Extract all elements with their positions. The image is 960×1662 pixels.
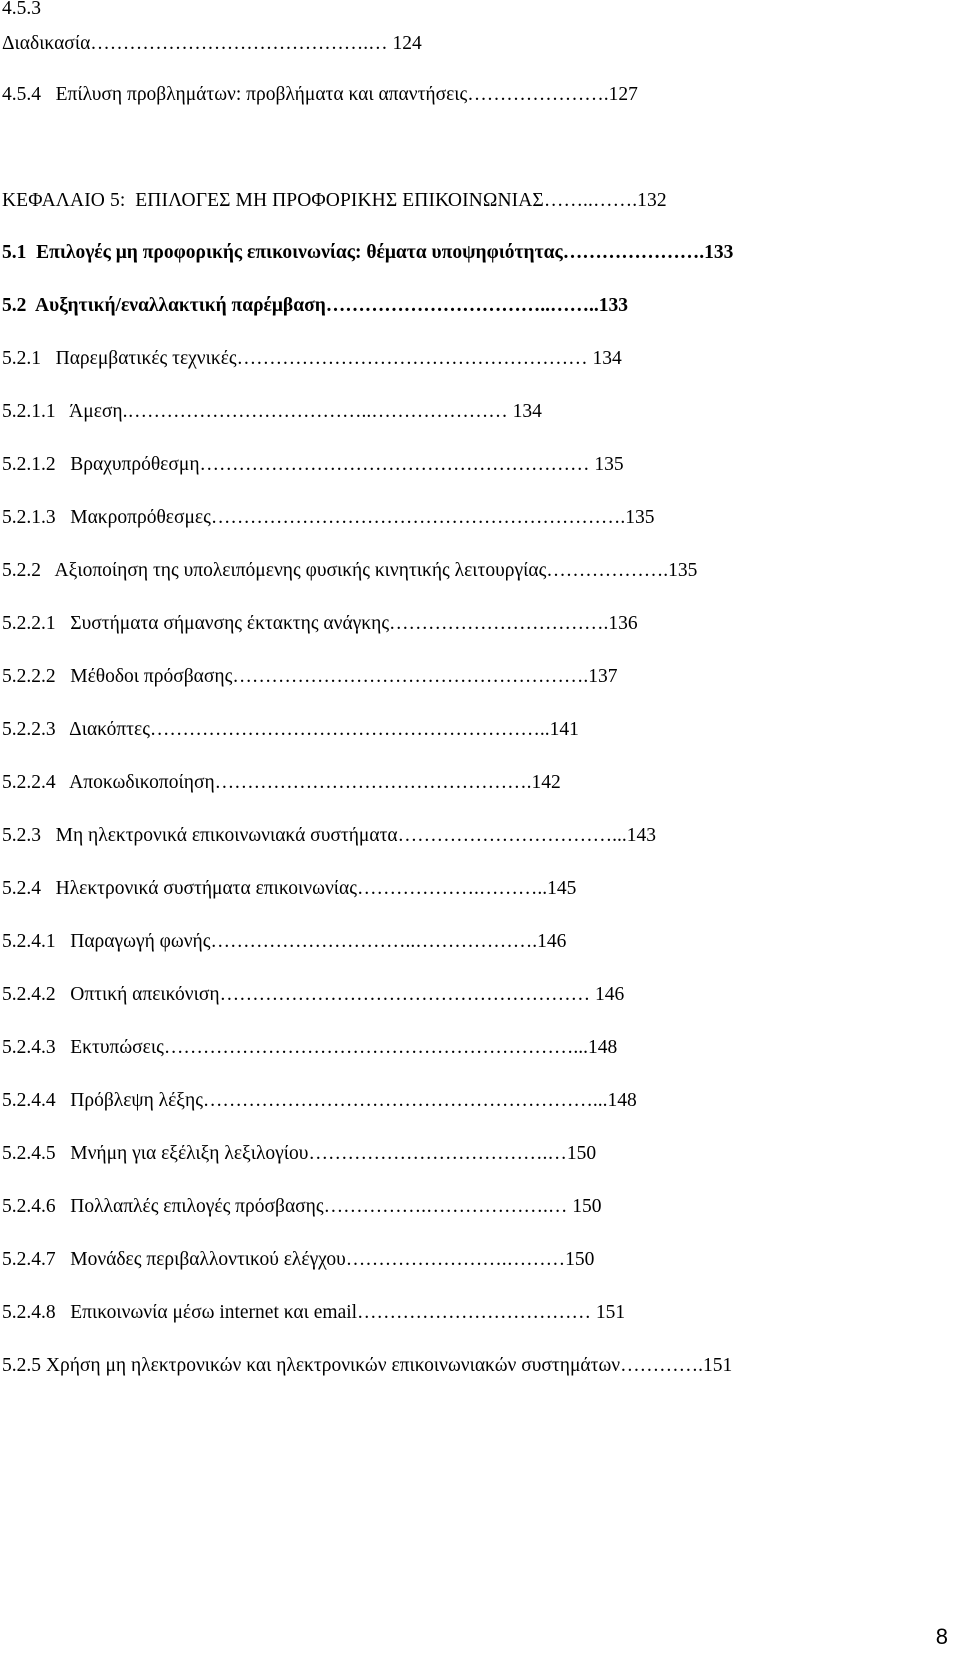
- toc-entry-5-2-1-2: 5.2.1.2 Βραχυπρόθεσμη…………………………………………………… 135: [2, 454, 624, 475]
- toc-entry-5-2-5: 5.2.5 Χρήση μη ηλεκτρονικών και ηλεκτρονικών επικοινωνιακών συστημάτων………….151: [2, 1355, 733, 1376]
- toc-entry-5-2-2: 5.2.2 Αξιοποίηση της υπολειπόμενης φυσικής κινητικής λειτουργίας……………….135: [2, 560, 698, 581]
- toc-entry-5-2-4: 5.2.4 Ηλεκτρονικά συστήματα επικοινωνίας……………….………..145: [2, 878, 577, 899]
- toc-entry-5-2-4-3: 5.2.4.3 Εκτυπώσεις………………………………………………………...148: [2, 1037, 618, 1058]
- toc-entry-4-5-4: 4.5.4 Επίλυση προβλημάτων: προβλήματα και απαντήσεις………………….127: [2, 84, 638, 105]
- toc-entry-5-2-2-3: 5.2.2.3 Διακόπτες……………………………………………………..141: [2, 719, 579, 740]
- toc-entry-5-2-4-8: 5.2.4.8 Επικοινωνία μέσω internet και email……………………………… 151: [2, 1302, 626, 1323]
- toc-entry-5-2-2-4: 5.2.2.4 Αποκωδικοποίηση………………………………………….142: [2, 772, 561, 793]
- toc-entry-5-2: 5.2 Αυξητική/εναλλακτική παρέμβαση……………………………..……..133: [2, 295, 629, 316]
- toc-entry-5-2-4-2: 5.2.4.2 Οπτική απεικόνιση………………………………………………… 146: [2, 984, 625, 1005]
- toc-entry-5-2-1-1: 5.2.1.1 Άμεση.………………………………..………………… 134: [2, 401, 542, 422]
- toc-entry-5-2-2-1: 5.2.2.1 Συστήματα σήμανσης έκτακτης ανάγκης…………………………….136: [2, 613, 638, 634]
- toc-entry-5-2-4-6: 5.2.4.6 Πολλαπλές επιλογές πρόσβασης…………….……………….… 150: [2, 1196, 602, 1217]
- toc-entry-4-5-3-number: 4.5.3: [2, 0, 41, 19]
- toc-entry-5-2-4-5: 5.2.4.5 Μνήμη για εξέλιξη λεξιλογίου……………………………….…150: [2, 1143, 597, 1164]
- toc-entry-5-2-4-4: 5.2.4.4 Πρόβλεψη λέξης……………………………………………………...148: [2, 1090, 637, 1111]
- toc-entry-5-1: 5.1 Επιλογές μη προφορικής επικοινωνίας: θέματα υποψηφιότητας………………….133: [2, 242, 734, 263]
- toc-entry-5-2-2-2: 5.2.2.2 Μέθοδοι πρόσβασης……………………………………………….137: [2, 666, 618, 687]
- toc-entry-5-2-1-3: 5.2.1.3 Μακροπρόθεσμες……………………………………………………….135: [2, 507, 655, 528]
- toc-entry-5-2-4-7: 5.2.4.7 Μονάδες περιβαλλοντικού ελέγχου…………………….………150: [2, 1249, 595, 1270]
- toc-entry-5-2-1: 5.2.1 Παρεμβατικές τεχνικές……………………………………………… 134: [2, 348, 622, 369]
- toc-chapter-5: ΚΕΦΑΛΑΙΟ 5: ΕΠΙΛΟΓΕΣ ΜΗ ΠΡΟΦΟΡΙΚΗΣ ΕΠΙΚΟΙΝΩΝΙΑΣ……..…….132: [2, 190, 667, 211]
- toc-entry-4-5-3-title: Διαδικασία…………………………………….… 124: [2, 33, 422, 54]
- toc-entry-5-2-3: 5.2.3 Μη ηλεκτρονικά επικοινωνιακά συστήματα……………………………...143: [2, 825, 656, 846]
- page-number: 8: [935, 1624, 948, 1649]
- toc-entry-5-2-4-1: 5.2.4.1 Παραγωγή φωνής…………………………..……………….146: [2, 931, 567, 952]
